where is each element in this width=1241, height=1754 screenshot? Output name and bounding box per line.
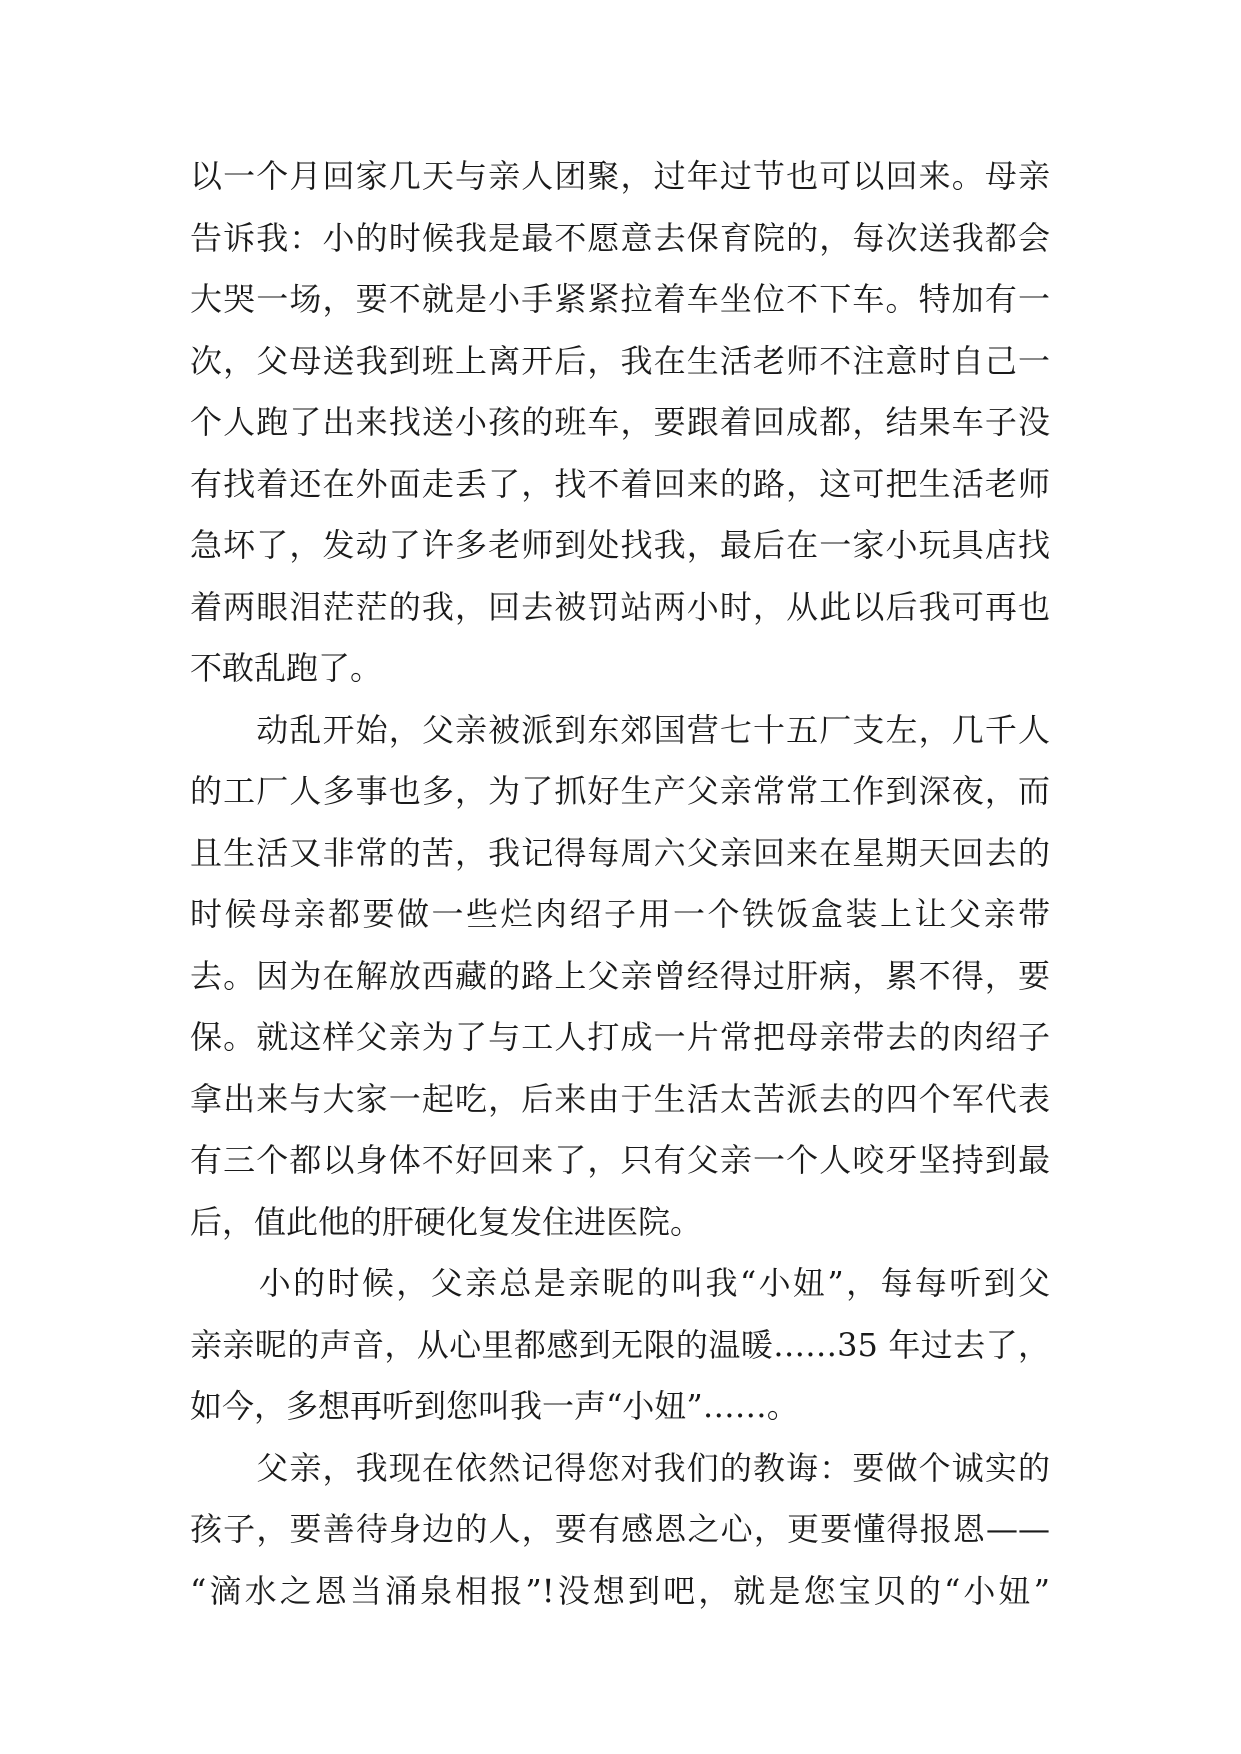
text-line: 次，父母送我到班上离开后，我在生活老师不注意时自己一 — [190, 341, 1050, 380]
text-line: 后，值此他的肝硬化复发住进医院。 — [190, 1202, 703, 1241]
text-line: 动乱开始，父亲被派到东郊国营七十五厂支左，几千人 — [190, 710, 1050, 749]
text-line: 大哭一场，要不就是小手紧紧拉着车坐位不下车。特加有一 — [190, 280, 1050, 318]
text-line: 亲亲昵的声音，从心里都感到无限的温暖……35 年过去了， — [190, 1325, 1050, 1364]
text-line: 孩子，要善待身边的人，要有感恩之心，更要懂得报恩—— — [190, 1510, 1050, 1548]
text-line: 父亲，我现在依然记得您对我们的教诲：要做个诚实的 — [190, 1448, 1050, 1487]
text-line: “滴水之恩当涌泉相报”!没想到吧，就是您宝贝的“小妞” — [190, 1571, 1050, 1610]
text-line: 时候母亲都要做一些烂肉绍子用一个铁饭盒装上让父亲带 — [190, 895, 1050, 933]
text-line: 着两眼泪茫茫的我，回去被罚站两小时，从此以后我可再也 — [190, 587, 1050, 626]
text-line: 去。因为在解放西藏的路上父亲曾经得过肝病，累不得，要 — [190, 956, 1050, 995]
text-line: 保。就这样父亲为了与工人打成一片常把母亲带去的肉绍子 — [190, 1018, 1050, 1056]
text-line: 有找着还在外面走丢了，找不着回来的路，这可把生活老师 — [190, 464, 1050, 503]
text-line: 告诉我：小的时候我是最不愿意去保育院的，每次送我都会 — [190, 218, 1050, 257]
body-text — [190, 158, 1050, 1634]
text-line: 个人跑了出来找送小孩的班车，要跟着回成都，结果车子没 — [190, 403, 1050, 441]
text-line: 有三个都以身体不好回来了，只有父亲一个人咬牙坚持到最 — [190, 1141, 1050, 1179]
text-line: 的工厂人多事也多，为了抓好生产父亲常常工作到深夜，而 — [190, 772, 1050, 810]
text-line: 小的时候，父亲总是亲昵的叫我“小妞”，每每听到父 — [190, 1264, 1050, 1302]
text-line: 不敢乱跑了。 — [190, 649, 383, 687]
text-line: 如今，多想再听到您叫我一声“小妞”……。 — [190, 1387, 799, 1425]
text-line: 且生活又非常的苦，我记得每周六父亲回来在星期天回去的 — [190, 833, 1050, 872]
text-line: 以一个月回家几天与亲人团聚，过年过节也可以回来。母亲 — [190, 157, 1050, 195]
text-line: 急坏了，发动了许多老师到处找我，最后在一家小玩具店找 — [190, 526, 1050, 564]
text-line: 拿出来与大家一起吃，后来由于生活太苦派去的四个军代表 — [190, 1079, 1050, 1118]
